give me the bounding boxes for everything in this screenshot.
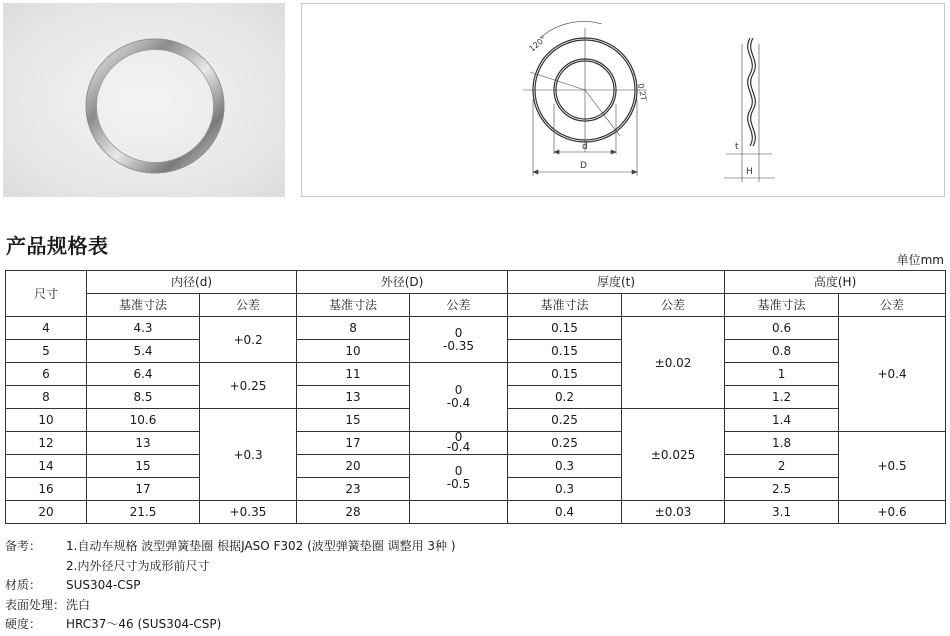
washer-photo-illustration <box>3 3 285 197</box>
cell-outer-tol <box>410 455 508 501</box>
cell-size: 12 <box>6 432 87 455</box>
cell-size: 10 <box>6 409 87 432</box>
unit-label: 单位mm <box>896 253 944 267</box>
cell-thick-base: 0.25 <box>508 432 622 455</box>
remark-row <box>5 537 945 557</box>
table-row <box>6 317 946 340</box>
notes-section <box>5 537 945 635</box>
product-photo <box>3 3 285 197</box>
cell-outer-base: 23 <box>297 478 410 501</box>
corner-label: 0.2T <box>636 82 648 102</box>
cell-outer-base: 28 <box>297 501 410 524</box>
cell-inner-base: 13 <box>87 432 200 455</box>
cell-inner-tol: +0.25 <box>200 363 297 409</box>
cell-height-tol: +0.5 <box>839 432 946 501</box>
cell-outer-tol <box>410 363 508 432</box>
cell-thick-base: 0.3 <box>508 455 622 478</box>
cell-inner-tol: +0.2 <box>200 317 297 363</box>
cell-outer-base: 13 <box>297 386 410 409</box>
surface-value: 洗白 <box>66 597 91 612</box>
cell-height-base: 2.5 <box>725 478 839 501</box>
angle-label: 120° <box>527 34 549 54</box>
cell-inner-base: 15 <box>87 455 200 478</box>
cell-height-base: 2 <box>725 455 839 478</box>
header-height-base: 基准寸法 <box>725 294 839 317</box>
cell-size: 20 <box>6 501 87 524</box>
hardness-row <box>5 615 945 635</box>
header-row-2 <box>6 294 946 317</box>
cell-height-base: 1.2 <box>725 386 839 409</box>
outer-tol-top: 0 <box>454 430 463 444</box>
cell-size: 16 <box>6 478 87 501</box>
cell-thick-base: 0.15 <box>508 363 622 386</box>
header-height: 高度(H) <box>725 271 946 294</box>
cell-height-base: 0.6 <box>725 317 839 340</box>
technical-drawing <box>301 3 945 197</box>
material-value: SUS304-CSP <box>66 578 141 592</box>
header-thickness: 厚度(t) <box>508 271 725 294</box>
cell-inner-base: 5.4 <box>87 340 200 363</box>
outer-tol-bottom: -0.5 <box>446 476 471 491</box>
cell-height-base: 1 <box>725 363 839 386</box>
cell-size: 8 <box>6 386 87 409</box>
cell-height-base: 1.8 <box>725 432 839 455</box>
cell-inner-tol: +0.35 <box>200 501 297 524</box>
outer-tol-bottom: -0.4 <box>446 396 471 410</box>
washer-dimension-drawing <box>302 4 946 198</box>
header-size: 尺寸 <box>6 271 87 317</box>
cell-outer-tol <box>410 317 508 363</box>
cell-inner-base: 21.5 <box>87 501 200 524</box>
cell-thick-base: 0.2 <box>508 386 622 409</box>
header-outer-diameter: 外径(D) <box>297 271 508 294</box>
spec-table <box>5 270 946 524</box>
cell-thick-base: 0.15 <box>508 340 622 363</box>
table-row <box>6 363 946 386</box>
material-key: 材质： <box>5 578 42 592</box>
cell-outer-base: 8 <box>297 317 410 340</box>
outer-tol-bottom: -0.35 <box>442 338 475 353</box>
remark-line-2: 2.内外径尺寸为成形前尺寸 <box>66 558 210 573</box>
cell-height-base: 0.8 <box>725 340 839 363</box>
header-inner-diameter: 内径(d) <box>87 271 297 294</box>
outer-tol-bottom: -0.4 <box>446 440 471 454</box>
cell-size: 4 <box>6 317 87 340</box>
height-label: H <box>746 167 753 177</box>
cell-inner-tol: +0.3 <box>200 409 297 501</box>
thickness-label: t <box>735 142 739 152</box>
remark-row-2 <box>5 557 945 577</box>
header-outer-tol: 公差 <box>410 294 508 317</box>
outer-tol-top: 0 <box>454 383 463 397</box>
cell-inner-base: 8.5 <box>87 386 200 409</box>
cell-height-base: 1.4 <box>725 409 839 432</box>
header-height-tol: 公差 <box>839 294 946 317</box>
table-row <box>6 501 946 524</box>
cell-thick-base: 0.4 <box>508 501 622 524</box>
cell-inner-base: 6.4 <box>87 363 200 386</box>
cell-thick-base: 0.15 <box>508 317 622 340</box>
header-thick-base: 基准寸法 <box>508 294 622 317</box>
table-row <box>6 455 946 478</box>
table-row <box>6 432 946 455</box>
cell-height-tol: +0.6 <box>839 501 946 524</box>
cell-outer-tol-empty <box>410 501 508 524</box>
outer-diameter-label: D <box>580 161 587 171</box>
outer-tol-top: 0 <box>454 463 463 478</box>
cell-height-tol: +0.4 <box>839 317 946 432</box>
inner-diameter-label: d <box>582 142 588 152</box>
cell-outer-tol <box>410 432 508 455</box>
hardness-key: 硬度： <box>5 617 42 631</box>
header-thick-tol: 公差 <box>622 294 725 317</box>
header-inner-base: 基准寸法 <box>87 294 200 317</box>
cell-inner-base: 10.6 <box>87 409 200 432</box>
cell-outer-base: 20 <box>297 455 410 478</box>
cell-height-base: 3.1 <box>725 501 839 524</box>
cell-thick-tol: ±0.02 <box>622 317 725 409</box>
remark-key: 备考： <box>5 539 42 553</box>
cell-inner-base: 4.3 <box>87 317 200 340</box>
cell-inner-base: 17 <box>87 478 200 501</box>
cell-thick-tol: ±0.03 <box>622 501 725 524</box>
cell-thick-tol: ±0.025 <box>622 409 725 501</box>
cell-thick-base: 0.25 <box>508 409 622 432</box>
surface-key: 表面处理： <box>5 597 66 612</box>
surface-row <box>5 596 945 616</box>
outer-tol-top: 0 <box>454 325 463 340</box>
header-outer-base: 基准寸法 <box>297 294 410 317</box>
cell-outer-base: 11 <box>297 363 410 386</box>
header-row-1 <box>6 271 946 294</box>
cell-size: 5 <box>6 340 87 363</box>
cell-size: 6 <box>6 363 87 386</box>
remark-line-1: 1.自动车规格 波型弹簧垫圈 根据JASO F302 (波型弹簧垫圈 调整用 3种 ) <box>66 539 456 553</box>
cell-outer-base: 10 <box>297 340 410 363</box>
header-inner-tol: 公差 <box>200 294 297 317</box>
cell-outer-base: 17 <box>297 432 410 455</box>
material-row <box>5 576 945 596</box>
cell-thick-base: 0.3 <box>508 478 622 501</box>
cell-size: 14 <box>6 455 87 478</box>
hardness-value: HRC37～46 (SUS304-CSP) <box>66 617 222 631</box>
page-title: 产品规格表 <box>6 234 109 258</box>
cell-outer-base: 15 <box>297 409 410 432</box>
